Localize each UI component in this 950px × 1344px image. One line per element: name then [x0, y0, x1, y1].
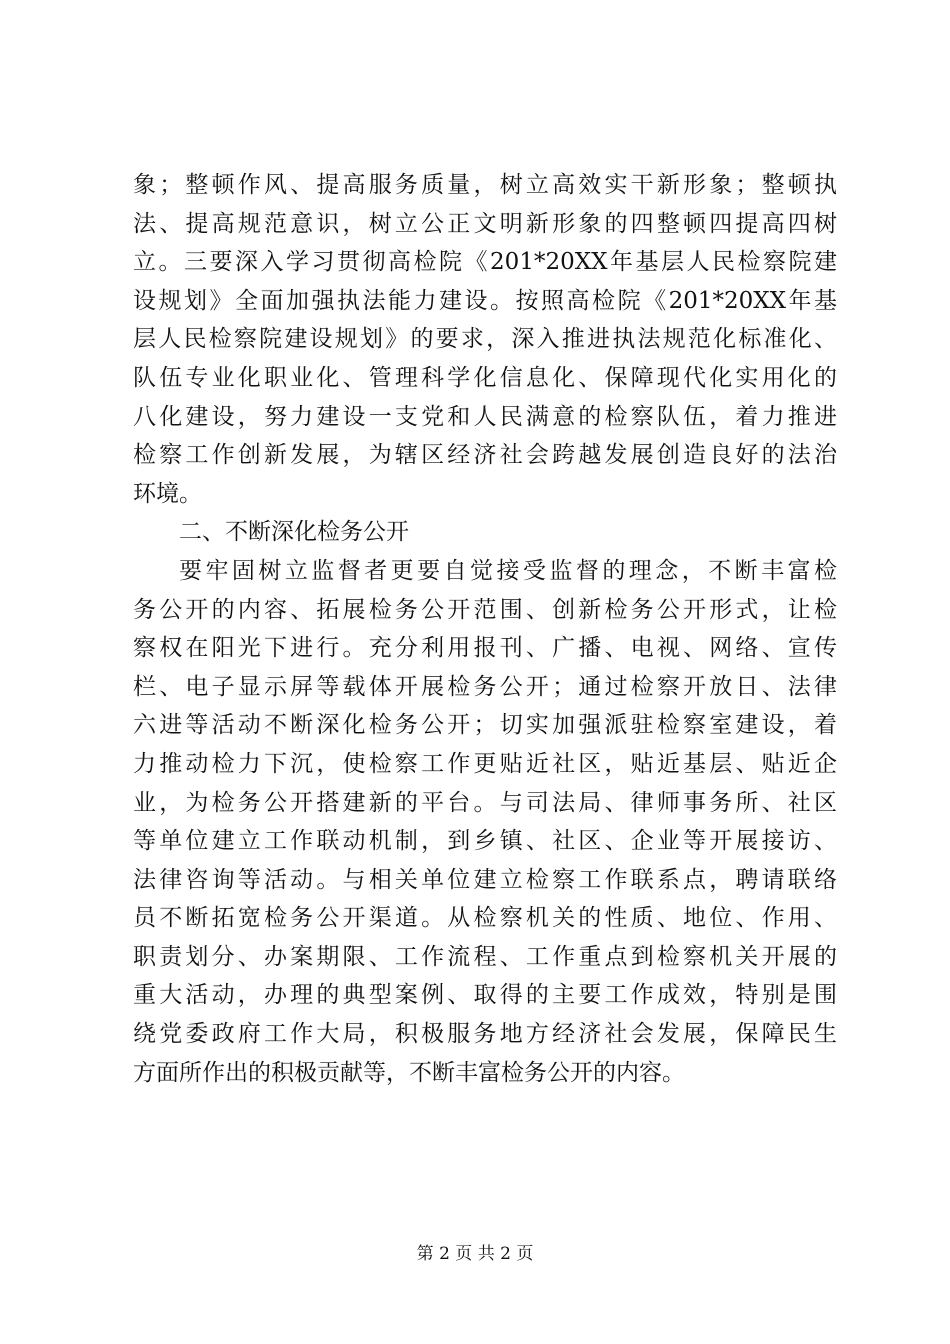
page-number-label: 第 2 页 共 2 页	[416, 1244, 534, 1264]
text-line: 法律咨询等活动。与相关单位建立检察工作联系点，聘请联络	[133, 866, 837, 893]
text-line: 设规划》全面加强执法能力建设。按照高检院《201*20XX年基	[133, 287, 837, 314]
section-heading: 二、不断深化检务公开	[179, 519, 409, 546]
text-line: 方面所作出的积极贡献等，不断丰富检务公开的内容。	[133, 1059, 685, 1086]
text-line: 检察工作创新发展，为辖区经济社会跨越发展创造良好的法治	[133, 442, 837, 469]
text-line: 员不断拓宽检务公开渠道。从检察机关的性质、地位、作用、	[133, 905, 837, 932]
text-line: 等单位建立工作联动机制，到乡镇、社区、企业等开展接访、	[133, 828, 837, 855]
text-line: 察权在阳光下进行。充分利用报刊、广播、电视、网络、宣传	[133, 635, 837, 662]
text-line: 八化建设，努力建设一支党和人民满意的检察队伍，着力推进	[133, 403, 837, 430]
text-line: 重大活动，办理的典型案例、取得的主要工作成效，特别是围	[133, 982, 837, 1009]
text-line: 务公开的内容、拓展检务公开范围、创新检务公开形式，让检	[133, 596, 837, 623]
text-line: 象；整顿作风、提高服务质量，树立高效实干新形象；整顿执	[133, 172, 837, 198]
text-line: 栏、电子显示屏等载体开展检务公开；通过检察开放日、法律	[133, 673, 837, 700]
text-line: 队伍专业化职业化、管理科学化信息化、保障现代化实用化的	[133, 364, 837, 391]
text-line: 职责划分、办案期限、工作流程、工作重点到检察机关开展的	[133, 943, 837, 970]
text-line: 立。三要深入学习贯彻高检院《201*20XX年基层人民检察院建	[133, 249, 837, 276]
text-line: 法、提高规范意识，树立公正文明新形象的四整顿四提高四树	[133, 210, 837, 237]
text-line: 环境。	[133, 480, 202, 507]
document-body	[133, 166, 837, 1092]
text-line: 层人民检察院建设规划》的要求，深入推进执法规范化标准化、	[133, 326, 837, 353]
text-line: 要牢固树立监督者更要自觉接受监督的理念，不断丰富检	[179, 557, 837, 584]
page-footer	[0, 1243, 950, 1265]
text-line: 绕党委政府工作大局，积极服务地方经济社会发展，保障民生	[133, 1021, 837, 1048]
text-line: 业，为检务公开搭建新的平台。与司法局、律师事务所、社区	[133, 789, 837, 816]
text-line: 六进等活动不断深化检务公开；切实加强派驻检察室建设，着	[133, 712, 837, 739]
text-line: 力推动检力下沉，使检察工作更贴近社区，贴近基层、贴近企	[133, 750, 837, 777]
